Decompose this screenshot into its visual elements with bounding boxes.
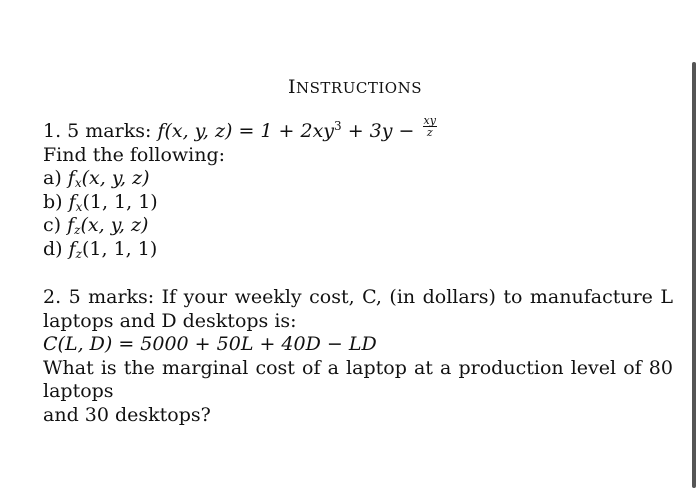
item-subscript: z — [75, 246, 82, 261]
item-subscript: x — [75, 199, 83, 214]
item-subscript: x — [74, 176, 82, 190]
item-subscript: z — [74, 223, 81, 237]
item-c — [43, 214, 673, 238]
question-2 — [43, 286, 673, 427]
fraction-denominator: z — [426, 126, 433, 139]
item-a — [43, 167, 673, 191]
question-1-prefix: 1. 5 marks: — [43, 120, 152, 142]
question-2-line-5: and 30 desktops? — [43, 403, 211, 426]
vertical-scrollbar[interactable] — [692, 62, 696, 488]
title-rest: NSTRUCTIONS — [296, 79, 422, 97]
find-following-text: Find the following: — [43, 143, 226, 166]
item-label: a) — [43, 167, 62, 189]
question-2-line-4: What is the marginal cost of a laptop at a production level of 80 laptops — [43, 356, 673, 402]
item-args: (x, y, z) — [80, 214, 149, 236]
item-function: f — [68, 190, 76, 213]
item-args: (1, 1, 1) — [82, 237, 158, 260]
exponent: 3 — [334, 119, 342, 133]
cost-formula: C(L, D) = 5000 + 50L + 40D − LD — [43, 333, 377, 355]
item-d — [43, 238, 673, 262]
question-2-line-1: 2. 5 marks: If your weekly cost, C, (in dollars) to manufacture L — [43, 286, 673, 308]
item-function: f — [67, 167, 75, 189]
function-rhs-b: + 3y − — [347, 120, 415, 142]
item-label: c) — [43, 214, 62, 236]
item-label: b) — [43, 190, 63, 213]
item-b — [43, 191, 673, 215]
fraction-xy-over-z — [423, 115, 437, 138]
question-1-statement — [43, 115, 673, 144]
question-1 — [43, 115, 673, 261]
title-initial: I — [288, 76, 297, 98]
item-args: (1, 1, 1) — [82, 190, 158, 213]
item-args: (x, y, z) — [81, 167, 150, 189]
page-title — [0, 76, 700, 98]
function-lhs: f(x, y, z) — [157, 120, 233, 142]
question-2-line-2: laptops and D desktops is: — [43, 309, 297, 332]
fraction-numerator: xy — [423, 114, 436, 127]
function-rhs-a: = 1 + 2xy — [238, 120, 335, 142]
item-label: d) — [43, 237, 63, 260]
item-function: f — [68, 237, 76, 260]
item-function: f — [67, 214, 75, 236]
